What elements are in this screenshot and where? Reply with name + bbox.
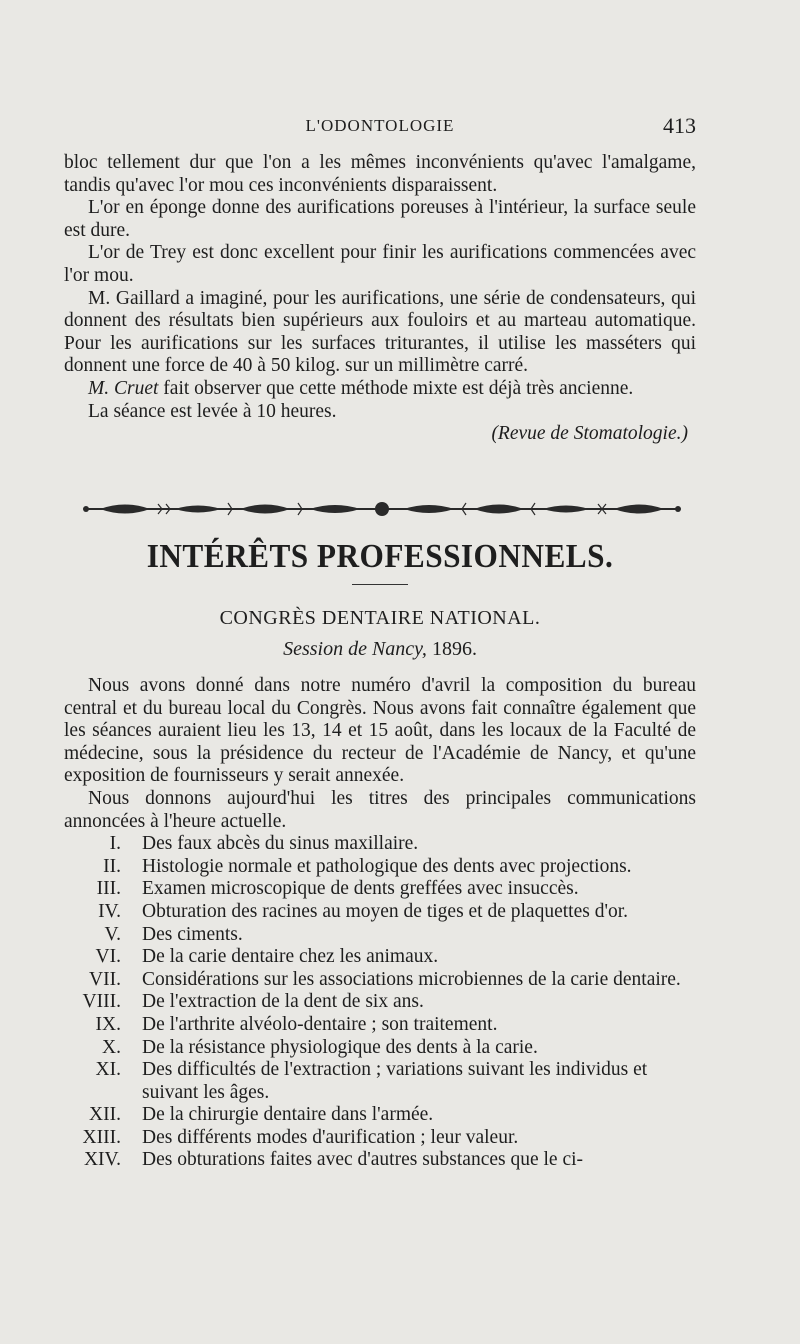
list-item xyxy=(64,1127,696,1150)
session-place: Session de Nancy, xyxy=(283,638,427,660)
item-number: XII. xyxy=(89,1104,121,1126)
item-text: De la carie dentaire chez les animaux. xyxy=(142,946,439,968)
item-text: Des ciments. xyxy=(142,923,243,945)
item-number: I. xyxy=(109,833,121,855)
session-line xyxy=(64,638,696,661)
item-number: XIV. xyxy=(83,1149,121,1171)
list-item xyxy=(64,878,696,901)
page-number: 413 xyxy=(663,113,696,138)
item-number: VI. xyxy=(95,946,121,968)
item-text: Des difficultés de l'extraction ; variations suivant les individus et suivant les âges. xyxy=(142,1059,648,1103)
list-item xyxy=(64,1037,696,1060)
article-continuation xyxy=(64,152,696,446)
paragraph: Nous donnons aujourd'hui les titres des principales communications annoncées à l'heure actuelle. xyxy=(64,787,696,832)
paragraph: Nous avons donné dans notre numéro d'avril la composition du bureau central et du bureau local du Congrès. Nous avons fait connaître également que les séances auraient lieu les 13, 14 et 15 août, dans les locaux de la Faculté de médecine, sous la présidence du recteur de l'Académie de Nancy, et qu'une exposition de fournisseurs y serait annexée. xyxy=(64,675,696,787)
speaker-name: M. Cruet xyxy=(88,377,159,399)
list-item xyxy=(64,1104,696,1127)
closing-line: La séance est levée à 10 heures. xyxy=(88,400,337,422)
list-item xyxy=(64,924,696,947)
congress-article xyxy=(64,675,696,1172)
source-citation: (Revue de Stomatologie.) xyxy=(491,423,688,445)
list-item xyxy=(64,1014,696,1037)
item-text: Considérations sur les associations microbiennes de la carie dentaire. xyxy=(142,968,681,990)
item-number: X. xyxy=(102,1036,121,1058)
section-title: INTÉRÊTS PROFESSIONNELS. xyxy=(146,538,614,575)
list-item xyxy=(64,856,696,879)
item-number: XIII. xyxy=(82,1126,121,1148)
item-text: Des obturations faites avec d'autres substances que le ci- xyxy=(142,1149,584,1171)
item-number: IX. xyxy=(95,1013,121,1035)
item-text: Des différents modes d'aurification ; leur valeur. xyxy=(142,1126,519,1148)
paragraph-cruet xyxy=(64,378,696,401)
item-text: De l'extraction de la dent de six ans. xyxy=(142,991,424,1013)
communications-list xyxy=(64,833,696,1172)
paragraph: bloc tellement dur que l'on a les mêmes inconvénients qu'avec l'amalgame, tandis qu'avec l'or mou ces inconvénients disparaissent. xyxy=(64,152,696,196)
item-text: De la résistance physiologique des dents à la carie. xyxy=(142,1036,538,1058)
paragraph: L'or de Trey est donc excellent pour finir les aurifications commencées avec l'or mou. xyxy=(64,242,696,286)
paragraph: M. Gaillard a imaginé, pour les aurifications, une série de condensateurs, qui donnent des résultats bien supérieurs aux fouloirs et au marteau automatique. Pour les aurifications sur les surfaces triturantes, il utilise les masséters qui donnent une force de 40 à 50 kilog. sur un millimètre carré. xyxy=(64,287,696,377)
item-text: De l'arthrite alvéolo-dentaire ; son traitement. xyxy=(142,1013,498,1035)
item-number: IV. xyxy=(98,900,121,922)
list-item xyxy=(64,1149,696,1172)
running-title: L'ODONTOLOGIE xyxy=(305,116,455,135)
item-number: VIII. xyxy=(82,991,121,1013)
list-item xyxy=(64,1059,696,1104)
item-number: V. xyxy=(104,923,121,945)
item-text: Examen microscopique de dents greffées avec insuccès. xyxy=(142,878,579,900)
item-number: III. xyxy=(96,878,121,900)
item-number: II. xyxy=(103,855,121,877)
item-text: Histologie normale et pathologique des dents avec projections. xyxy=(142,855,632,877)
session-year: 1896. xyxy=(426,638,477,660)
list-item xyxy=(64,946,696,969)
item-text: Des faux abcès du sinus maxillaire. xyxy=(142,833,419,855)
item-number: VII. xyxy=(89,968,121,990)
speaker-remark: fait observer que cette méthode mixte est déjà très ancienne. xyxy=(158,377,634,399)
decorative-ornament-rule xyxy=(80,498,684,520)
article-subtitle: CONGRÈS DENTAIRE NATIONAL. xyxy=(219,607,541,629)
list-item xyxy=(64,991,696,1014)
item-number: XI. xyxy=(95,1059,121,1081)
page-header xyxy=(64,113,696,146)
list-item xyxy=(64,901,696,924)
title-rule xyxy=(352,584,408,585)
item-text: Obturation des racines au moyen de tiges et de plaquettes d'or. xyxy=(142,900,628,922)
paragraph: L'or en éponge donne des aurifications poreuses à l'intérieur, la surface seule est dure. xyxy=(64,197,696,241)
list-item xyxy=(64,833,696,856)
list-item xyxy=(64,969,696,992)
item-text: De la chirurgie dentaire dans l'armée. xyxy=(142,1104,434,1126)
